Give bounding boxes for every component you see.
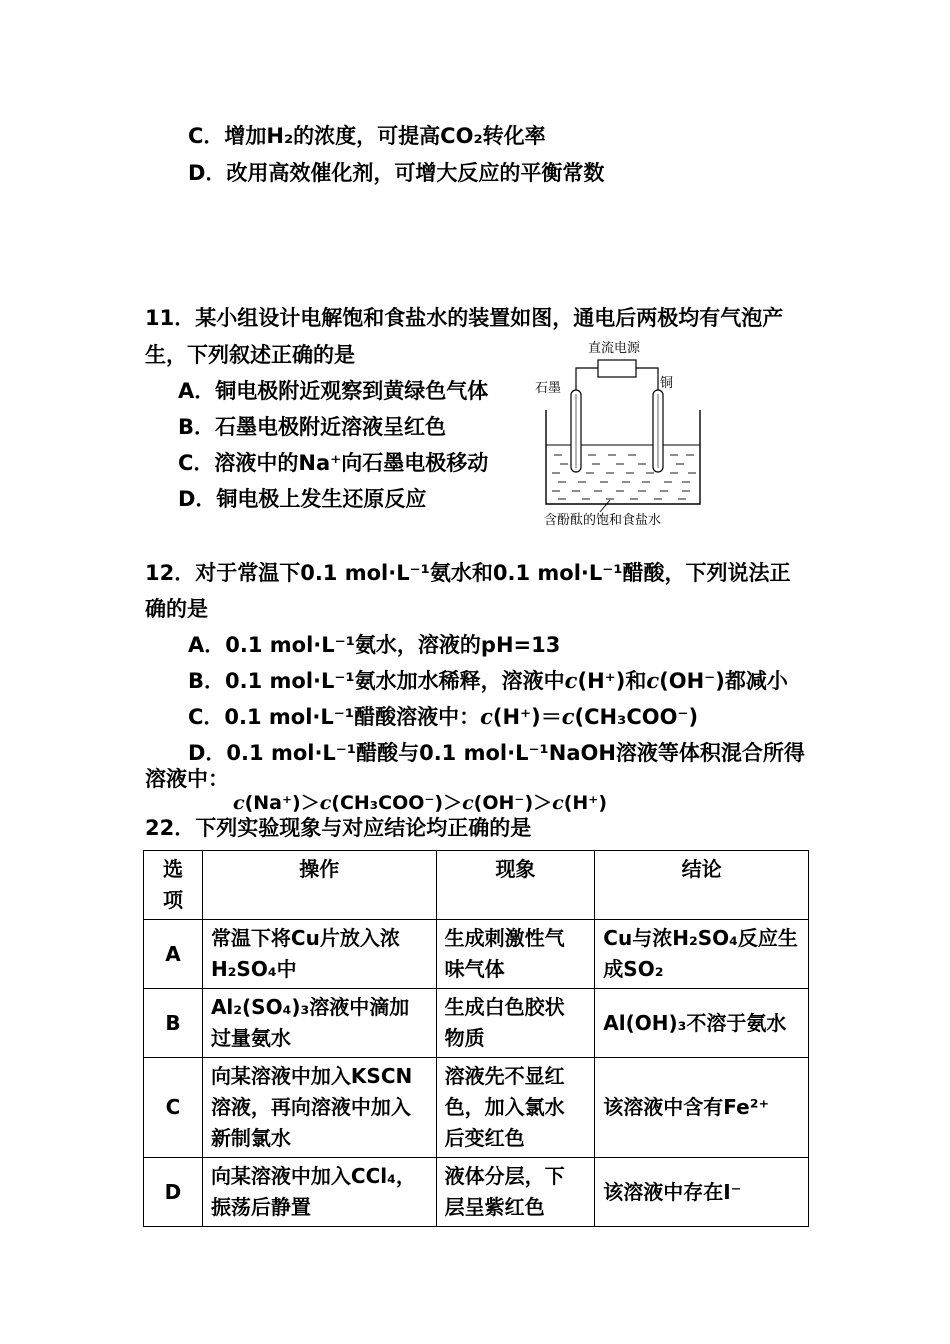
row-operation: 向某溶液中加入CCl₄， 振荡后静置 xyxy=(202,1158,436,1227)
right-wire xyxy=(636,368,658,390)
row-phenomenon: 液体分层，下 层呈紫红色 xyxy=(436,1158,595,1227)
q10-option-c: C．增加H₂的浓度，可提高CO₂转化率 xyxy=(188,124,546,148)
q12-option-d-line1: D．0.1 mol·L⁻¹醋酸与0.1 mol·L⁻¹NaOH溶液等体积混合所得 xyxy=(188,741,805,765)
q11-stem-line2: 生，下列叙述正确的是 xyxy=(145,343,355,367)
q11-stem-line1: 11．某小组设计电解饱和食盐水的装置如图，通电后两极均有气泡产 xyxy=(145,306,784,330)
header-operation: 操作 xyxy=(202,851,436,920)
row-phenomenon: 溶液先不显红 色，加入氯水 后变红色 xyxy=(436,1058,595,1158)
graphite-label: 石墨 xyxy=(535,381,562,396)
header-phenomenon: 现象 xyxy=(436,851,595,920)
beaker xyxy=(546,410,700,504)
row-operation: Al₂(SO₄)₃溶液中滴加 过量氨水 xyxy=(202,989,436,1058)
left-wire xyxy=(576,368,598,390)
table-row xyxy=(144,920,809,989)
row-conclusion: Cu与浓H₂SO₄反应生 成SO₂ xyxy=(595,920,809,989)
row-conclusion: 该溶液中存在I⁻ xyxy=(595,1158,809,1227)
q12-stem-line2: 确的是 xyxy=(145,597,208,621)
row-operation: 常温下将Cu片放入浓 H₂SO₄中 xyxy=(202,920,436,989)
table-row xyxy=(144,989,809,1058)
q12-option-b: B．0.1 mol·L⁻¹氨水加水稀释，溶液中c(H⁺)和c(OH⁻)都减小 xyxy=(188,668,788,693)
q12-stem-line1: 12．对于常温下0.1 mol·L⁻¹氨水和0.1 mol·L⁻¹醋酸，下列说法正 xyxy=(145,561,791,585)
q11-option-b: B．石墨电极附近溶液呈红色 xyxy=(178,415,447,439)
copper-label: 铜 xyxy=(660,376,674,391)
row-conclusion: Al(OH)₃不溶于氨水 xyxy=(595,989,809,1058)
q11-option-a: A．铜电极附近观察到黄绿色气体 xyxy=(178,379,489,403)
row-label: B xyxy=(144,989,203,1058)
row-label: D xyxy=(144,1158,203,1227)
header-option: 选 项 xyxy=(144,851,203,920)
table-header-row xyxy=(144,851,809,920)
header-conclusion: 结论 xyxy=(595,851,809,920)
q22-table xyxy=(143,850,809,1227)
row-operation: 向某溶液中加入KSCN 溶液，再向溶液中加入 新制氯水 xyxy=(202,1058,436,1158)
electrolysis-diagram xyxy=(530,332,710,532)
row-label: A xyxy=(144,920,203,989)
q12-option-d-inequality: c(Na⁺)＞c(CH₃COO⁻)＞c(OH⁻)＞c(H⁺) xyxy=(233,792,608,814)
row-phenomenon: 生成白色胶状 物质 xyxy=(436,989,595,1058)
q10-option-d: D．改用高效催化剂，可增大反应的平衡常数 xyxy=(188,161,605,185)
row-conclusion: 该溶液中含有Fe²⁺ xyxy=(595,1058,809,1158)
q12-option-a: A．0.1 mol·L⁻¹氨水，溶液的pH=13 xyxy=(188,633,561,657)
table-row xyxy=(144,1158,809,1227)
table-row xyxy=(144,1058,809,1158)
q11-option-d: D．铜电极上发生还原反应 xyxy=(178,487,427,511)
power-supply-label: 直流电源 xyxy=(588,341,641,356)
solution-label: 含酚酞的饱和食盐水 xyxy=(544,513,662,528)
q11-option-c: C．溶液中的Na⁺向石墨电极移动 xyxy=(178,451,489,475)
q22-stem: 22．下列实验现象与对应结论均正确的是 xyxy=(145,816,532,840)
power-supply-box xyxy=(598,360,636,377)
electrolysis-apparatus-svg xyxy=(530,332,710,532)
q12-option-c: C．0.1 mol·L⁻¹醋酸溶液中：c(H⁺)＝c(CH₃COO⁻) xyxy=(188,704,699,729)
row-phenomenon: 生成刺激性气 味气体 xyxy=(436,920,595,989)
row-label: C xyxy=(144,1058,203,1158)
q12-option-d-line2: 溶液中： xyxy=(145,767,229,791)
